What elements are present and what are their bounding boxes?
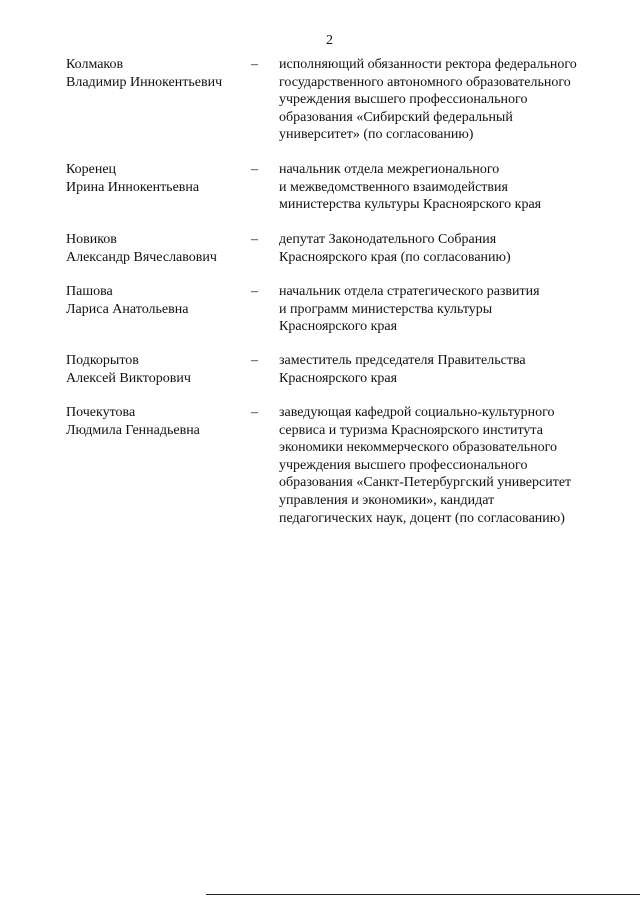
position-line: Красноярского края	[279, 370, 398, 386]
surname: Пашова	[66, 284, 113, 299]
member-position	[279, 352, 526, 387]
position-line: университет» (по согласованию)	[279, 127, 474, 143]
dash-separator: –	[251, 353, 258, 368]
member-name	[66, 231, 217, 266]
surname: Подкорытов	[66, 353, 139, 368]
position-line: и межведомственного взаимодействия	[279, 179, 508, 195]
member-name	[66, 283, 188, 318]
surname: Коренец	[66, 162, 117, 177]
dash-separator: –	[251, 57, 258, 72]
position-line: начальник отдела стратегического развития	[279, 284, 540, 299]
surname: Новиков	[66, 232, 117, 247]
member-name	[66, 56, 222, 91]
position-line: Красноярского края (по согласованию)	[279, 249, 511, 265]
member-position	[279, 283, 540, 336]
position-line: исполняющий обязанности ректора федерального	[279, 57, 577, 72]
position-line: государственного автономного образовательного	[279, 74, 571, 90]
position-line: начальник отдела межрегионального	[279, 162, 500, 177]
member-position	[279, 56, 577, 144]
dash-separator: –	[251, 162, 258, 177]
given-names: Алексей Викторович	[66, 370, 191, 386]
member-position	[279, 161, 541, 214]
given-names: Владимир Иннокентьевич	[66, 74, 223, 90]
position-line: учреждения высшего профессионального	[279, 457, 528, 473]
position-line: и программ министерства культуры	[279, 301, 493, 317]
position-line: образования «Санкт-Петербургский университет	[279, 475, 572, 491]
member-name	[66, 352, 191, 387]
position-line: педагогических наук, доцент (по согласованию)	[279, 510, 565, 526]
bottom-rule-divider	[206, 894, 640, 895]
member-name	[66, 161, 199, 196]
given-names: Лариса Анатольевна	[66, 301, 189, 317]
given-names: Александр Вячеславович	[66, 249, 217, 265]
position-line: заведующая кафедрой социально-культурного	[279, 405, 555, 420]
dash-separator: –	[251, 232, 258, 247]
position-line: депутат Законодательного Собрания	[279, 232, 497, 247]
dash-separator: –	[251, 284, 258, 299]
dash-separator: –	[251, 405, 258, 420]
position-line: образования «Сибирский федеральный	[279, 109, 513, 125]
position-line: заместитель председателя Правительства	[279, 353, 526, 368]
given-names: Людмила Геннадьевна	[66, 422, 200, 438]
position-line: экономики некоммерческого образовательного	[279, 440, 558, 456]
member-name	[66, 404, 200, 439]
member-position	[279, 231, 511, 266]
surname: Почекутова	[66, 405, 136, 420]
position-line: управления и экономики», кандидат	[279, 492, 495, 508]
position-line: Красноярского края	[279, 319, 398, 335]
page-number: 2	[326, 33, 333, 48]
position-line: учреждения высшего профессионального	[279, 92, 528, 108]
given-names: Ирина Иннокентьевна	[66, 179, 200, 195]
position-line: министерства культуры Красноярского края	[279, 197, 542, 213]
surname: Колмаков	[66, 57, 124, 72]
member-position	[279, 404, 571, 527]
position-line: сервиса и туризма Красноярского института	[279, 422, 543, 438]
